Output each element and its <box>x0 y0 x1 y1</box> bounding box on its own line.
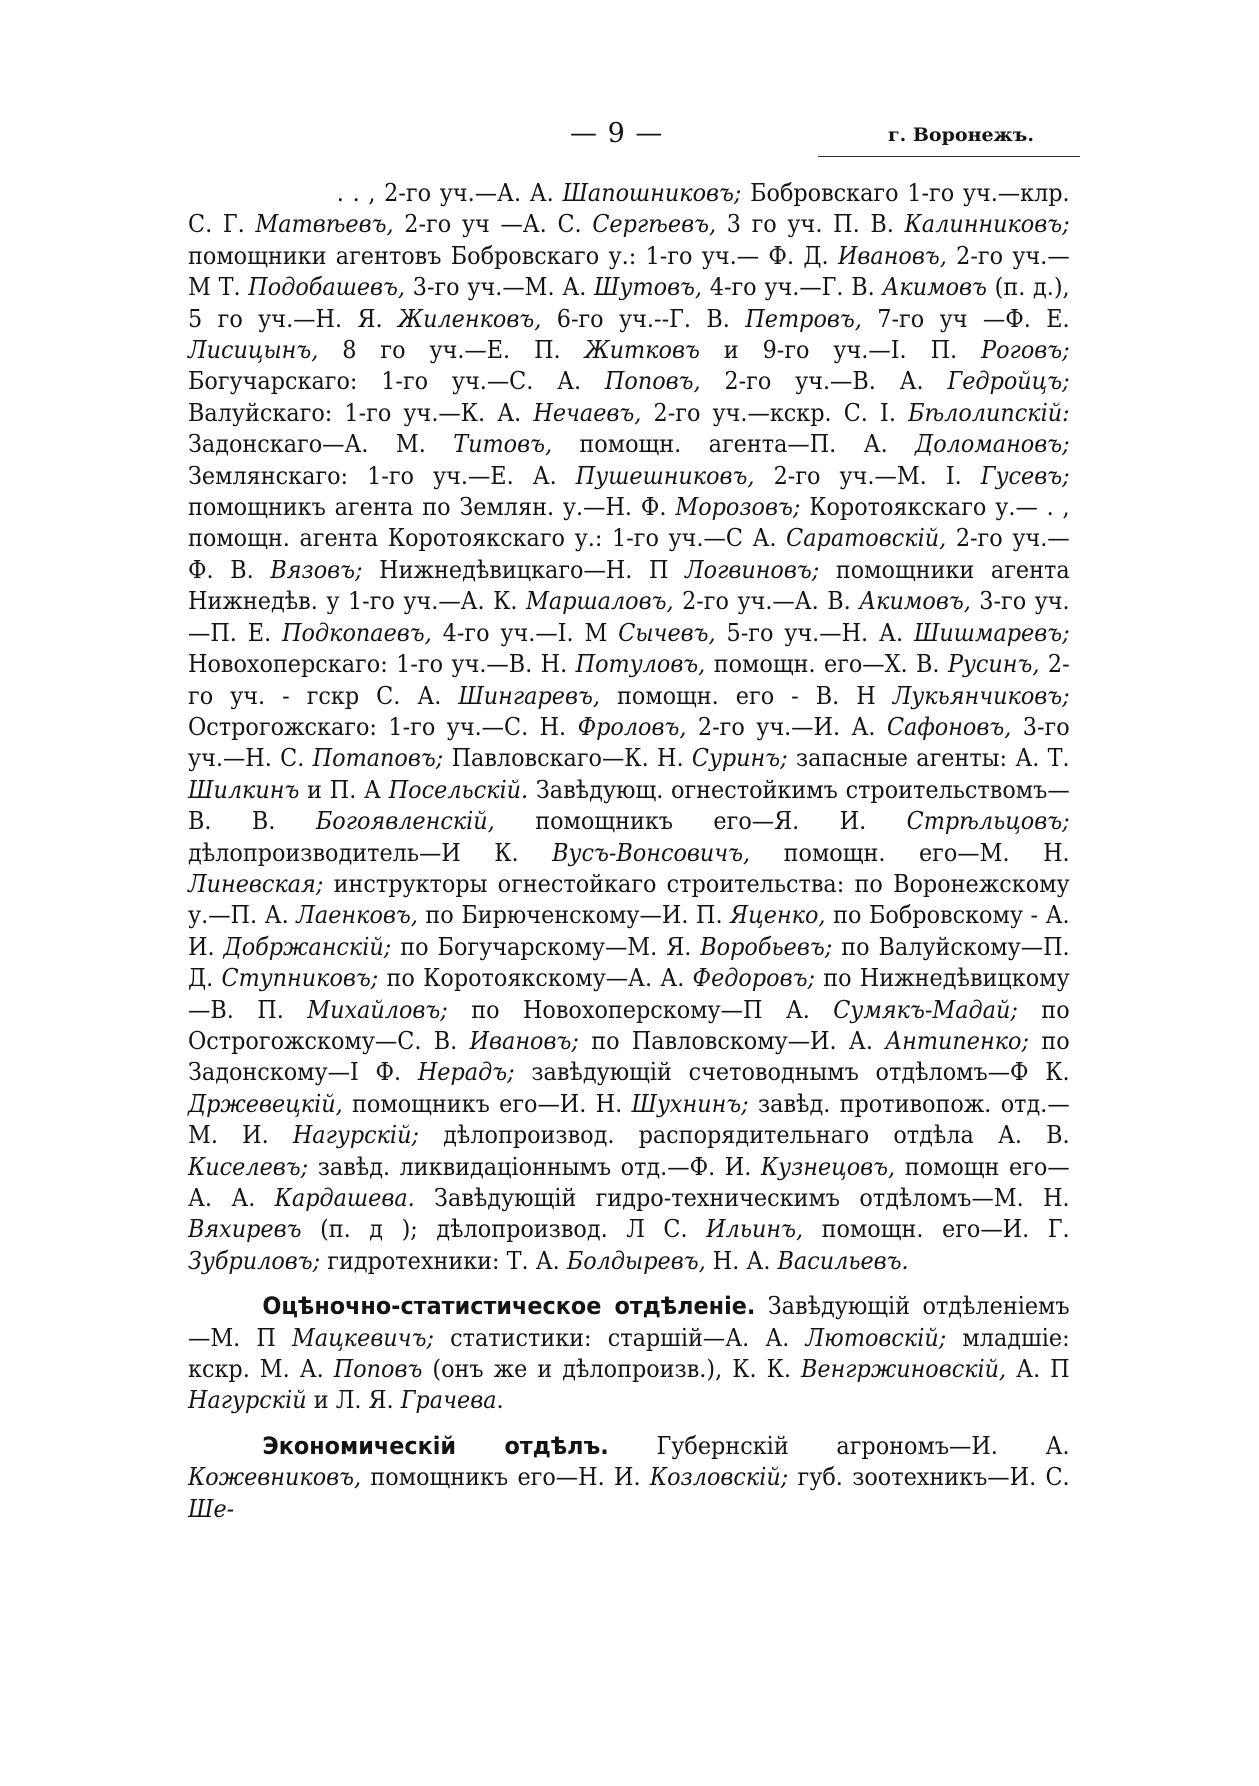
italic-name: Калинниковъ; <box>904 210 1070 239</box>
text-run: помощн его—А. А. <box>188 1152 1070 1212</box>
text-run: запасные агенты: А. Т. <box>787 744 1070 773</box>
italic-name: Кожевниковъ, <box>188 1463 362 1492</box>
text-run: Богучарскаго: 1-го уч.—С. А. <box>188 367 605 396</box>
section-heading: Экономическій отдѣлъ. <box>262 1431 609 1460</box>
italic-name: Доломановъ; <box>915 430 1070 459</box>
text-run: завѣдующій счетоводнымъ отдѣломъ—Ф К. <box>514 1058 1070 1087</box>
text-run: дѣлопроизводитель—И К. <box>188 838 553 867</box>
text-run: помощн. его - В. Н <box>599 681 893 710</box>
italic-name: Поповъ, <box>604 367 701 396</box>
text-run: (п. д ); дѣлопроизвод. Л С. <box>301 1215 707 1244</box>
italic-name: Шухнинъ; <box>631 1089 749 1118</box>
text-run: помощн. агента—П. А. <box>552 430 916 459</box>
italic-name: Шапошниковъ; <box>562 179 742 207</box>
text-run: гидротехники: Т. А. <box>320 1246 567 1275</box>
italic-name: Саратовскій, <box>786 524 947 553</box>
italic-name: Потуловъ, <box>575 650 706 679</box>
italic-name: Шилкинъ <box>188 775 300 804</box>
italic-name: Лисицынъ, <box>188 336 319 365</box>
text-run: Губернскій агрономъ—И. А. <box>608 1431 1070 1460</box>
italic-name: Нагурскій; <box>292 1121 419 1150</box>
italic-name: Титовъ, <box>453 430 553 459</box>
italic-name: Антипенко; <box>885 1026 1029 1055</box>
text-run: помощники агента Нижнедѣв. у 1-го уч.—А. К. <box>188 555 1070 616</box>
text-run: 2-го уч.—М Т. <box>188 241 1070 302</box>
text-run: по Богучарскому—М. Я. <box>391 932 701 961</box>
italic-name: Суринъ; <box>691 744 788 773</box>
text-run: (п. д.), 5 го уч.—Н. Я. <box>188 273 1070 333</box>
italic-name: Сергѣевъ, <box>592 210 717 239</box>
italic-name: Сумякъ-Мадай; <box>833 995 1018 1024</box>
running-head: г. Воронежъ. <box>888 124 1034 146</box>
text-run: 4-го уч.—І. М <box>431 618 619 647</box>
text-run: 3 го уч. П. В. <box>716 210 905 239</box>
text-run: по Бирюченскому—И. П. <box>417 901 731 930</box>
page-number: — 9 — <box>570 118 664 149</box>
italic-name: Подкопаевъ, <box>282 618 432 647</box>
italic-name: Лукьянчиковъ; <box>892 681 1070 710</box>
italic-name: Гусевъ; <box>980 461 1070 490</box>
text-run: Землянскаго: 1-го уч.—Е. А. <box>188 461 576 490</box>
italic-name: Михайловъ; <box>307 995 448 1024</box>
italic-name: Фроловъ, <box>577 712 687 741</box>
italic-name: Морозовъ; <box>675 493 801 522</box>
italic-name: Лаенковъ, <box>296 901 418 930</box>
section-heading: Оцѣночно-статистическое отдѣленіе. <box>262 1292 756 1321</box>
text-run: статистики: старшій—А. А. <box>433 1323 806 1352</box>
italic-name: Ивановъ; <box>469 1026 579 1055</box>
text-run: помощникъ его—Я. И. <box>494 807 907 836</box>
text-run: губ. зоотехникъ—И. С. <box>788 1463 1070 1492</box>
italic-name: Линевская; <box>188 869 324 898</box>
text-run: Коротоякскаго у.— . , помощн. агента Коротоякскаго у.: 1-го уч.—С А. <box>188 493 1070 553</box>
text-run: 6-го уч.--Г. В. <box>541 304 746 333</box>
text-run: помощн. его—И. Г. <box>803 1215 1070 1244</box>
text-run: помощникъ агента по Землян. у.—Н. Ф. <box>188 493 676 522</box>
italic-name: Венгржиновскій, <box>800 1355 1007 1384</box>
text-run: 8 го уч.—Е. П. <box>318 336 585 365</box>
text-run: Бобровскаго 1-го уч.—клр. С. Г. <box>188 179 1070 239</box>
text-run: помощникъ его—И. Н. <box>342 1089 632 1118</box>
italic-name: Воробьевъ; <box>700 932 833 961</box>
italic-name: Нагурскій <box>188 1386 307 1415</box>
italic-name: Васильевъ. <box>777 1246 909 1275</box>
italic-name: Бѣлолипскій: <box>908 398 1070 427</box>
paragraph-economic-department <box>188 1431 1070 1525</box>
italic-name: Зубриловъ; <box>188 1246 321 1275</box>
italic-name: Роговъ; <box>981 336 1070 365</box>
text-run: младшіе: кскр. М. А. <box>188 1323 1070 1384</box>
italic-name: Кузнецовъ, <box>760 1152 896 1181</box>
italic-name: Ше- <box>188 1494 235 1523</box>
italic-name: Житковъ <box>584 336 700 365</box>
text-run: 2-го уч.—Ф. В. <box>188 524 1070 584</box>
paragraph-assessment-department <box>188 1291 1070 1417</box>
text-run: Нижнедѣвицкаго—Н. П <box>362 555 686 584</box>
text-run: 2-го уч —А. С. <box>393 210 593 239</box>
text-run: по Павловскому—И. А. <box>578 1026 886 1055</box>
text-run: Завѣдующій гидро-техническимъ отдѣломъ—М. Н. <box>414 1184 1070 1212</box>
text-run: по Задонскому—І Ф. <box>188 1026 1070 1087</box>
italic-name: Петровъ, <box>745 304 862 333</box>
italic-name: Добржанскій; <box>223 932 392 961</box>
italic-name: Болдыревъ, <box>566 1246 706 1275</box>
italic-name: Яценко, <box>730 901 826 930</box>
text-run: Задонскаго—А. М. <box>188 430 454 459</box>
text-run: Острогожскаго: 1-го уч.—С. Н. <box>188 712 578 741</box>
text-run: по Нижнедѣвицкому—В. П. <box>188 964 1070 1024</box>
text-run: А. П <box>1006 1355 1070 1384</box>
italic-name: Кардашева. <box>274 1184 415 1212</box>
text-run: 2-го уч.—В. А. <box>700 367 948 396</box>
text-run: и 9-го уч.—І. П. <box>699 336 982 365</box>
italic-name: Логвиновъ; <box>685 555 820 584</box>
text-run: 3-го уч.—П. Е. <box>188 587 1070 647</box>
text-run: 2-го уч.—А. В. <box>673 587 860 616</box>
italic-name: Нечаевъ, <box>533 398 642 427</box>
paragraph-staff-list <box>188 178 1070 1277</box>
italic-name: Вяхиревъ <box>188 1215 302 1244</box>
text-run: дѣлопроизвод. распорядительнаго отдѣла А. В. <box>418 1121 1070 1150</box>
italic-name: Шингаревъ, <box>458 681 600 710</box>
italic-name: Гедройцъ; <box>947 367 1070 396</box>
text-run: по Новохоперскому—П А. <box>447 995 834 1024</box>
text-run: инструкторы огнестойкаго строительства: по Воронежскому у.—П. А. <box>188 869 1070 930</box>
text-run: Павловскаго—К. Н. <box>443 744 692 773</box>
text-run: 2-го уч.—М. І. <box>754 461 981 490</box>
text-run: Завѣдующій отдѣленіемъ—М. П <box>188 1292 1070 1352</box>
italic-name: Ильинъ, <box>706 1215 804 1244</box>
text-run: завѣд. ликвидаціоннымъ отд.—Ф. И. <box>308 1152 761 1181</box>
italic-name: Посельскій. <box>388 775 529 804</box>
italic-name: Пушешниковъ, <box>575 461 755 490</box>
text-run: Н. А. <box>705 1246 778 1275</box>
text-run: помощникъ его—Н. И. <box>361 1463 650 1492</box>
text-run: 3-го уч.—М. А. <box>405 273 595 302</box>
text-run: по Острогожскому—С. В. <box>188 995 1070 1055</box>
italic-name: Поповъ <box>333 1355 423 1384</box>
italic-name: Федоровъ; <box>692 964 815 993</box>
text-run: (онъ же и дѣлопроизв.), К. К. <box>422 1355 801 1384</box>
italic-name: Маршаловъ, <box>526 587 674 616</box>
page-body <box>188 178 1070 1525</box>
text-run: помощн. его—Х. В. <box>705 650 948 679</box>
italic-name: Русинъ, <box>947 650 1040 679</box>
italic-name: Лютовскій; <box>805 1323 947 1352</box>
italic-name: Шутовъ, <box>594 273 703 302</box>
italic-name: Акимовъ, <box>859 587 971 616</box>
italic-name: Стрѣльцовъ; <box>906 807 1070 836</box>
italic-name: Вусъ-Вонсовичъ, <box>552 838 751 867</box>
text-run: помощн. его—М. Н. <box>750 838 1070 867</box>
text-run: Завѣдующ. огнестойкимъ строительствомъ—В. В. <box>188 775 1070 836</box>
text-run: 2-го уч.—кскр. С. І. <box>641 398 909 427</box>
text-run: по Валуйскому—П. Д. <box>188 932 1070 993</box>
italic-name: Сычевъ, <box>618 618 716 647</box>
text-run: помощники агентовъ Бобровскаго у.: 1-го уч.— Ф. Д. <box>188 241 838 270</box>
header-rule <box>818 156 1080 157</box>
text-run: завѣд. противопож. отд.—М. И. <box>188 1089 1070 1150</box>
text-run: 4-го уч.—Г. В. <box>702 273 883 302</box>
page-header <box>0 118 1259 158</box>
italic-name: Богоявленскій, <box>315 807 495 836</box>
text-run: . . , 2-го уч.—А. А. <box>336 179 563 207</box>
italic-name: Нерадъ; <box>417 1058 515 1087</box>
text-run: и Л. Я. <box>306 1386 401 1415</box>
italic-name: Ивановъ, <box>837 241 947 270</box>
text-run: 7-го уч —Ф. Е. <box>861 304 1070 333</box>
text-run: 3-го уч.—Н. С. <box>188 712 1070 773</box>
italic-name: Држевецкій, <box>188 1089 343 1118</box>
text-run: Валуйскаго: 1-го уч.—К. А. <box>188 398 534 427</box>
text-run: по Коротоякскому—А. А. <box>378 964 693 993</box>
italic-name: Шишмаревъ; <box>913 618 1070 647</box>
italic-name: Козловскій; <box>649 1463 789 1492</box>
text-run: 2-го уч.—И. А. <box>686 712 887 741</box>
italic-name: Грачева. <box>400 1386 504 1415</box>
italic-name: Киселевъ; <box>188 1152 309 1181</box>
italic-name: Жиленковъ, <box>398 304 542 333</box>
italic-name: Акимовъ <box>882 273 987 302</box>
italic-name: Ступниковъ; <box>221 964 379 993</box>
text-run: и П. А <box>299 775 389 804</box>
italic-name: Вязовъ; <box>270 555 363 584</box>
text-run: 2-го уч. - гскр С. А. <box>188 650 1070 710</box>
italic-name: Мацкевичъ; <box>292 1323 434 1352</box>
italic-name: Матвѣевъ, <box>255 210 394 239</box>
italic-name: Потаповъ; <box>312 744 444 773</box>
text-run: по Бобровскому - А. И. <box>188 901 1070 961</box>
text-run: 5-го уч.—Н. А. <box>715 618 914 647</box>
italic-name: Сафоновъ, <box>886 712 1012 741</box>
text-run: Новохоперскаго: 1-го уч.—В. Н. <box>188 650 576 679</box>
italic-name: Подобашевъ, <box>248 273 406 302</box>
